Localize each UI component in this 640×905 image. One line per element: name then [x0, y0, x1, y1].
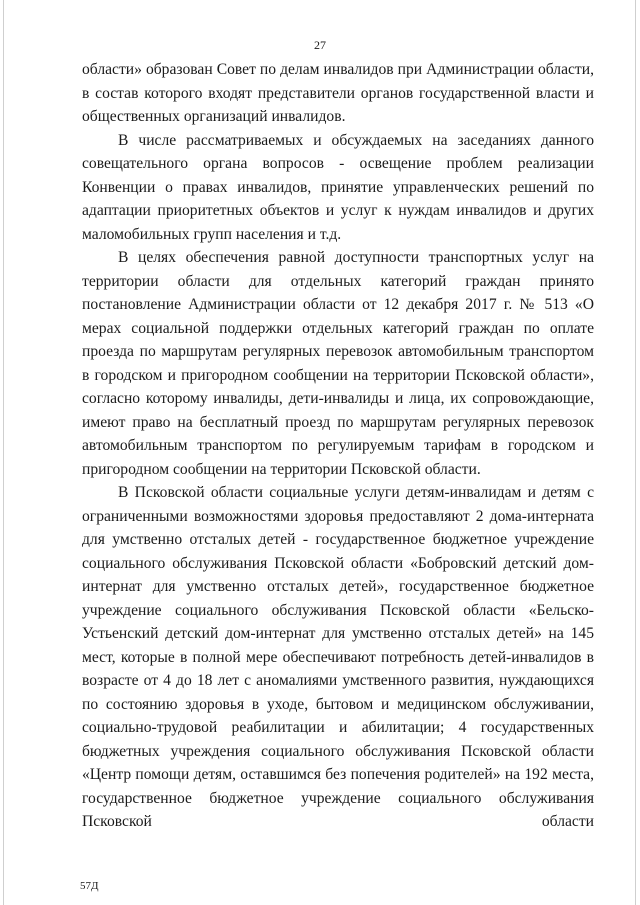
footer-code: 57Д [80, 880, 99, 892]
document-body [82, 58, 594, 834]
page-edge-right [635, 0, 636, 905]
paragraph-transport: В целях обеспечения равной доступности транспортных услуг на территории области для отдельных категорий граждан принято постановление Администрации области от 12 декабря 2017 г. № 513 «О мерах социальной поддержки отдельных категорий граждан по оплате проезда по маршрутам регулярных перевозок автомобильным транспортом в городском и пригородном сообщении на территории Псковской области», согласно которому инвалиды, дети-инвалиды и лица, их сопровождающие, имеют право на бесплатный проезд по маршрутам регулярных перевозок автомобильным транспортом по регулируемым тарифам в городском и пригородном сообщении на территории Псковской области. [82, 249, 594, 478]
paragraph-advisory-body: В числе рассматриваемых и обсуждаемых на заседаниях данного совещательного органа вопросов - освещение проблем реализации Конвенции о правах инвалидов, принятие управленческих решений по адаптации приоритетных объектов и услуг к нуждам инвалидов и других маломобильных групп населения и т.д. [82, 131, 594, 243]
page-edge-left [3, 0, 4, 905]
page-number: 27 [314, 38, 326, 52]
paragraph-social-services: В Псковской области социальные услуги детям-инвалидам и детям с ограниченными возможностями здоровья предоставляют 2 дома-интерната для умственно отсталых детей - государственное бюджетное учреждение социального обслуживания Псковской области «Бобровский детский дом-интернат для умственно отсталых детей», государственное бюджетное учреждение социального обслуживания Псковской области «Бельско-Устьенский детский дом-интернат для умственно отсталых детей» на 145 мест, которые в полной мере обеспечивают потребность детей-инвалидов в возрасте от 4 до 18 лет с аномалиями умственного развития, нуждающихся по состоянию здоровья в уходе, бытовом и медицинском обслуживании, социально-трудовой реабилитации и абилитации; 4 государственных бюджетных учреждения социального обслуживания Псковской области «Центр помощи детям, оставшимся без попечения родителей» на 192 места, государственное бюджетное учреждение социального обслуживания Псковской области [82, 484, 594, 830]
paragraph-council: области» образован Совет по делам инвалидов при Администрации области, в состав которого входят представители органов государственной власти и общественных организаций инвалидов. [82, 61, 594, 125]
